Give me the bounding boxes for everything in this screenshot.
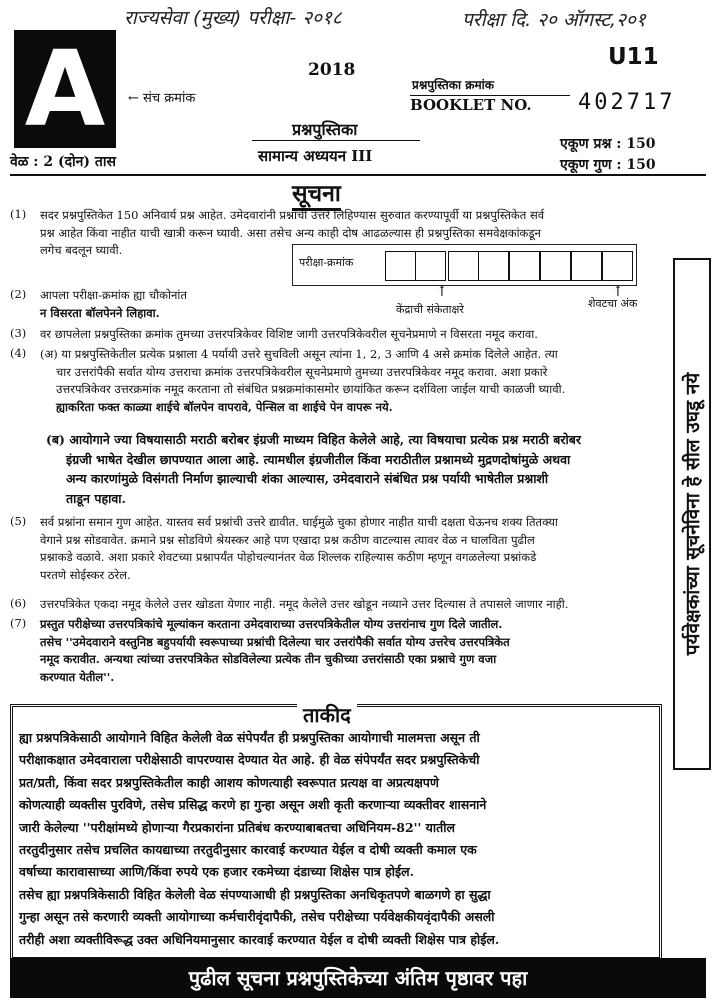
last-digit-label: शेवटचा अंक bbox=[588, 297, 638, 310]
booklet-code: U11 bbox=[608, 44, 659, 70]
line: कोणत्याही व्यक्तीस पुरविणे, तसेच प्रसिद्ध करणे हा गुन्हा असून अशी कृती करणाऱ्या व्यक्तीवर शासनाने bbox=[19, 797, 487, 813]
roll-number-label: परीक्षा-क्रमांक bbox=[299, 256, 354, 269]
line: वर छापलेला प्रश्नपुस्तिका क्रमांक तुमच्या उत्तरपत्रिकेवर विशिष्ट जागी उत्तरपत्रिकेवरील सूचनेप्रमाणे न विसरता नमूद करावा. bbox=[40, 327, 538, 341]
subject-underline bbox=[252, 140, 420, 141]
line: तरतुदीनुसार तसेच प्रचलित कायद्याच्या तरतुदीनुसार कारवाई करण्यात येईल व दोषी व्यक्ती कमाल एक bbox=[19, 842, 477, 858]
line: प्रश्नाकडे वळावे. अशा प्रकारे शेवटच्या प्रश्नापर्यंत पोहोचल्यानंतर वेळ शिल्लक राहिल्यास कठीण म्हणून वगळलेल्या प्रश्नांकडे bbox=[40, 550, 537, 564]
line: तसेच ह्या प्रश्नपत्रिकेसाठी विहित केलेली वेळ संपण्याआधी ही प्रश्नपुस्तिका अनधिकृतपणे बाळगणे हा सुद्धा bbox=[19, 886, 491, 902]
booklet-title: प्रश्नपुस्तिका bbox=[292, 120, 358, 139]
roll-digit-cell[interactable] bbox=[509, 251, 540, 281]
seal-warning-text: पर्यवेक्षकांच्या सूचनेविना हे सील उघडू नये bbox=[682, 372, 704, 656]
line: तसेच ''उमेदवाराने वस्तुनिष्ठ बहुपर्यायी स्वरूपाच्या प्रश्नांची दिलेल्या चार उत्तरांपैकी सर्वात योग्य उत्तरेच उत्तरपत्रिकेत bbox=[40, 634, 510, 649]
year: 2018 bbox=[308, 60, 356, 80]
line: (अ) या प्रश्नपुस्तिकेतील प्रत्येक प्रश्नाला 4 पर्यायी उत्तरे सुचविली असून त्यांना 1, 2, 3 आणि 4 असे क्रमांक दिलेले आहेत. त्या bbox=[40, 347, 558, 361]
duration: वेळ : 2 (दोन) तास bbox=[10, 154, 116, 170]
instructions-heading: सूचना bbox=[292, 176, 341, 211]
instruction-item-4b bbox=[46, 430, 668, 508]
total-marks: एकूण गुण : 150 bbox=[560, 157, 656, 173]
seal-warning-banner bbox=[673, 258, 711, 770]
line: प्रश्न आहेत किंवा नाहीत याची खात्री करून घ्यावी. असा तसेच अन्य काही दोष आढळल्यास ही प्रश्नपुस्तिका समवेक्षकांकडून bbox=[40, 225, 541, 240]
item-number: (5) bbox=[10, 514, 27, 528]
item-number: (3) bbox=[10, 326, 27, 340]
subject-title: सामान्य अध्ययन III bbox=[258, 147, 373, 165]
item-number: (4) bbox=[10, 346, 27, 360]
roll-digit-cell[interactable] bbox=[602, 251, 633, 281]
item-number: (2) bbox=[10, 287, 27, 301]
line: ताडून पहावा. bbox=[66, 490, 126, 506]
series-letter: A bbox=[14, 30, 116, 148]
warning-box bbox=[10, 704, 662, 960]
line: उत्तरपत्रिकेत एकदा नमूद केलेले उत्तर खोडता येणार नाही. नमूद केलेले उत्तर खोडून नव्याने उत्तर दिल्यास ते तपासले जाणार नाही. bbox=[40, 597, 569, 611]
roll-digit-cell[interactable] bbox=[385, 251, 416, 281]
line: आपला परीक्षा-क्रमांक ह्या चौकोनांत bbox=[40, 288, 187, 302]
warning-heading: ताकीद bbox=[297, 701, 357, 728]
instruction-item-3 bbox=[40, 326, 670, 344]
booklet-label-english: BOOKLET NO. bbox=[410, 96, 532, 114]
line: उत्तरपत्रिकेवर उत्तरक्रमांक नमूद करताना तो संबंधित प्रश्नक्रमांकासमोर छायांकित करून दर्शविला जाईल याची काळजी घ्यावी. bbox=[56, 382, 566, 396]
line: अन्य कारणांमुळे विसंगती निर्माण झाल्याची शंका आल्यास, उमेदवाराने संबंधित प्रश्न पर्यायी भाषेतील प्रश्नाशी bbox=[66, 471, 549, 486]
booklet-label-marathi: प्रश्नपुस्तिका क्रमांक bbox=[412, 78, 494, 92]
up-arrow-icon: ↑ bbox=[436, 284, 448, 300]
line: न विसरता बॉलपेनने लिहावा. bbox=[40, 305, 160, 320]
line: ह्या प्रश्नपत्रिकेसाठी आयोगाने विहित केलेली वेळ संपेपर्यंत ही प्रश्नपुस्तिका आयोगाची मालमत्ता असून ती bbox=[19, 730, 480, 745]
line: जारी केलेल्या ''परीक्षांमध्ये होणाऱ्या गैरप्रकारांना प्रतिबंध करण्याबाबतचा अधिनियम-82'' यातील bbox=[19, 819, 455, 835]
booklet-number: 402717 bbox=[578, 90, 676, 115]
roll-digit-cell[interactable] bbox=[448, 251, 479, 281]
roll-digit-cell[interactable] bbox=[415, 251, 446, 281]
line: वर्षाच्या कारावासाच्या आणि/किंवा रुपये एक हजार रकमेच्या दंडाच्या शिक्षेस पात्र होईल. bbox=[19, 864, 414, 880]
line: नमूद करावीत. अन्यथा त्यांच्या उत्तरपत्रिकेत सोडविलेल्या प्रत्येक तीन चुकीच्या उत्तरांसाठी एका प्रश्नाचे गुण वजा bbox=[40, 652, 497, 666]
instruction-item-5 bbox=[40, 514, 670, 584]
line: सर्व प्रश्नांना समान गुण आहेत. यास्तव सर्व प्रश्नांची उत्तरे द्यावीत. घाईमुळे चुका होणार नाहीत याची दक्षता घेऊनच शक्य तितक्या bbox=[40, 515, 558, 529]
line: प्रत/प्रती, किंवा सदर प्रश्नपुस्तिकेतील काही आशय कोणत्याही स्वरूपात प्रत्यक्ष वा अप्रत्यक्षपणे bbox=[19, 774, 439, 790]
footer-banner: पुढील सूचना प्रश्नपुस्तिकेच्या अंतिम पृष्ठावर पहा bbox=[10, 958, 706, 998]
line: वेगाने प्रश्न सोडवावेत. क्रमाने प्रश्न सोडविणे श्रेयस्कर आहे पण एखादा प्रश्न कठीण वाटल्यास त्यावर वेळ न घालविता पुढील bbox=[40, 532, 535, 547]
item-number: (7) bbox=[10, 616, 27, 630]
roll-digit-cell[interactable] bbox=[571, 251, 602, 281]
centre-code-label: केंद्राची संकेताक्षरे bbox=[396, 303, 464, 316]
line: तरीही अशा व्यक्तीविरूद्ध उक्त अधिनियमानुसार कारवाई करण्यात येईल व दोषी व्यक्ती शिक्षेस पात्र होईल. bbox=[19, 931, 500, 947]
instruction-item-7 bbox=[40, 616, 670, 686]
instruction-item-4a bbox=[40, 346, 670, 416]
item-number: (1) bbox=[10, 207, 27, 221]
header-divider bbox=[10, 174, 706, 176]
instruction-item-2 bbox=[40, 287, 290, 322]
line: परतणे सोईस्कर ठरेल. bbox=[40, 567, 131, 582]
line: प्रस्तुत परीक्षेच्या उत्तरपत्रिकांचे मूल्यांकन करताना उमेदवाराच्या उत्तरपत्रिकेतील योग्य उत्तरांनाच गुण दिले जातील. bbox=[40, 617, 503, 631]
line: चार उत्तरांपैकी सर्वात योग्य उत्तराचा क्रमांक उत्तरपत्रिकेवरील सूचनेप्रमाणे तुमच्या उत्तरपत्रिकेवर नमूद करावा. अशा प्रकारे bbox=[56, 364, 548, 379]
line: (ब) आयोगाने ज्या विषयासाठी मराठी बरोबर इंग्रजी माध्यम विहित केलेले आहे, त्या विषयाचा प्रत्येक प्रश्न मराठी बरोबर bbox=[46, 432, 581, 447]
total-questions: एकूण प्रश्न : 150 bbox=[560, 136, 656, 152]
line: ह्याकरिता फक्त काळ्या शाईचे बॉलपेन वापरावे, पेन्सिल वा शाईचे पेन वापरू नये. bbox=[56, 399, 393, 414]
line: सदर प्रश्नपुस्तिकेत 150 अनिवार्य प्रश्न आहेत. उमेदवारांनी प्रश्नांची उत्तरे लिहिण्यास सुरुवात करण्यापूर्वी या प्रश्नपुस्तिकेत सर्व bbox=[40, 208, 545, 222]
line: लगेच बदलून घ्यावी. bbox=[40, 243, 123, 257]
roll-number-box bbox=[292, 244, 637, 286]
roll-digit-cell[interactable] bbox=[540, 251, 571, 281]
line: करण्यात येतील''. bbox=[40, 669, 115, 684]
instruction-item-6 bbox=[40, 596, 670, 614]
up-arrow-icon: ↑ bbox=[612, 284, 624, 300]
warning-text bbox=[19, 727, 651, 951]
handwritten-exam-date: परीक्षा दि. २० ऑगस्ट,२०१ bbox=[462, 9, 646, 31]
booklet-label-underline bbox=[410, 95, 570, 96]
sanch-kramank-label: ← संच क्रमांक bbox=[128, 91, 196, 106]
handwritten-exam-name: राज्यसेवा (मुख्य) परीक्षा- २०१८ bbox=[124, 7, 342, 29]
item-number: (6) bbox=[10, 596, 27, 610]
line: इंग्रजी भाषेत देखील छापण्यात आला आहे. त्यामधील इंग्रजीतील किंवा मराठीतील प्रश्नामध्ये मुद्रणदोषांमुळे अथवा bbox=[66, 451, 571, 467]
line: परीक्षाकक्षात उमेदवाराला परीक्षेसाठी वापरण्यास देण्यात येत आहे. ही वेळ संपेपर्यंत सदर प्रश्नपुस्तिकेची bbox=[19, 752, 480, 768]
line: गुन्हा असून तसे करणारी व्यक्ती आयोगाच्या कर्मचारीवृंदापैकी, तसेच परीक्षेच्या पर्यवेक्षकीयवृंदापैकी असली bbox=[19, 909, 495, 925]
roll-digit-cell[interactable] bbox=[478, 251, 509, 281]
